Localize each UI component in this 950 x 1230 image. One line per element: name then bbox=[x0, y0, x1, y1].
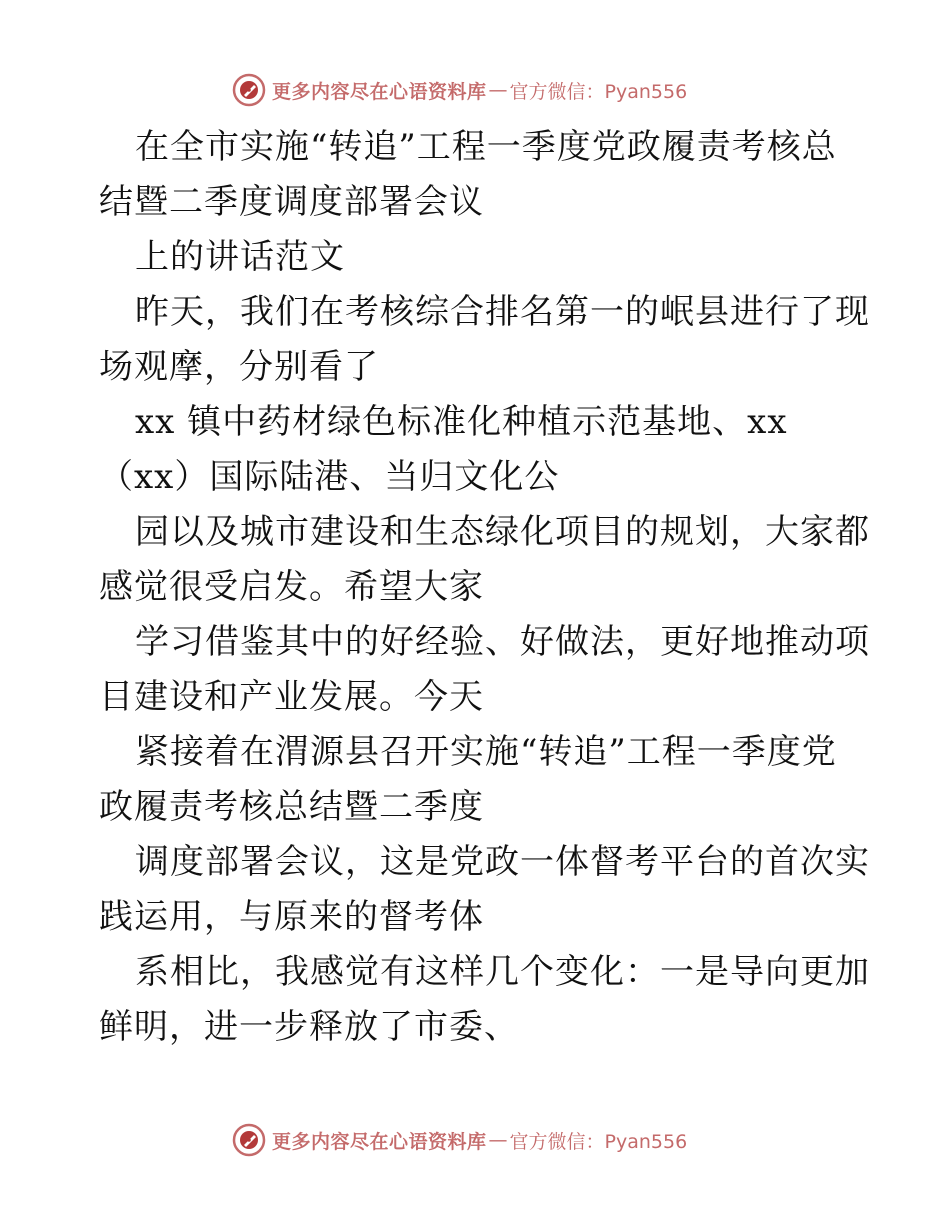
watermark-dash: — bbox=[488, 1129, 508, 1151]
paragraph bbox=[99, 285, 870, 395]
text-line: 上的讲话范文 bbox=[135, 237, 345, 277]
paragraph bbox=[99, 120, 859, 230]
watermark-brand: 更多内容尽在心语资料库 bbox=[272, 80, 487, 103]
text-line: 学习借鉴其中的好经验、好做法，更好地推动项 bbox=[135, 622, 870, 662]
text-line: 系相比，我感觉有这样几个变化：一是导向更加 bbox=[135, 952, 870, 992]
text-line: 场观摩，分别看了 bbox=[99, 347, 379, 387]
watermark-contact: 官方微信：Pyan556 bbox=[509, 80, 688, 103]
text-line: 在全市实施“转追”工程一季度党政履责考核总 bbox=[135, 127, 837, 167]
paragraph bbox=[99, 230, 859, 285]
text-line: 政履责考核总结暨二季度 bbox=[99, 787, 484, 827]
header-watermark bbox=[232, 72, 687, 108]
watermark-brand: 更多内容尽在心语资料库 bbox=[272, 1130, 487, 1153]
paragraph bbox=[99, 505, 870, 615]
text-line: 感觉很受启发。希望大家 bbox=[99, 567, 484, 607]
text-line: 园以及城市建设和生态绿化项目的规划，大家都 bbox=[135, 512, 870, 552]
text-line: （xx）国际陆港、当归文化公 bbox=[99, 457, 560, 497]
text-line: 调度部署会议，这是党政一体督考平台的首次实 bbox=[135, 842, 870, 882]
paragraph bbox=[99, 945, 870, 1055]
text-line: 昨天，我们在考核综合排名第一的岷县进行了现 bbox=[135, 292, 870, 332]
text-line: 目建设和产业发展。今天 bbox=[99, 677, 484, 717]
text-line: 践运用，与原来的督考体 bbox=[99, 897, 484, 937]
paragraph bbox=[99, 835, 870, 945]
text-line: 鲜明，进一步释放了市委、 bbox=[99, 1007, 519, 1047]
watermark-contact: 官方微信：Pyan556 bbox=[509, 1130, 688, 1153]
paragraph bbox=[99, 725, 859, 835]
paragraph bbox=[99, 615, 870, 725]
pen-nib-logo-icon bbox=[232, 73, 266, 107]
paragraph bbox=[99, 395, 859, 505]
pen-nib-logo-icon bbox=[232, 1123, 266, 1157]
text-line: xx 镇中药材绿色标准化种植示范基地、xx bbox=[135, 402, 788, 442]
text-line: 结暨二季度调度部署会议 bbox=[99, 182, 484, 222]
document-body bbox=[99, 120, 870, 1055]
text-line: 紧接着在渭源县召开实施“转追”工程一季度党 bbox=[135, 732, 837, 772]
footer-watermark bbox=[232, 1122, 687, 1158]
watermark-dash: — bbox=[488, 79, 508, 101]
